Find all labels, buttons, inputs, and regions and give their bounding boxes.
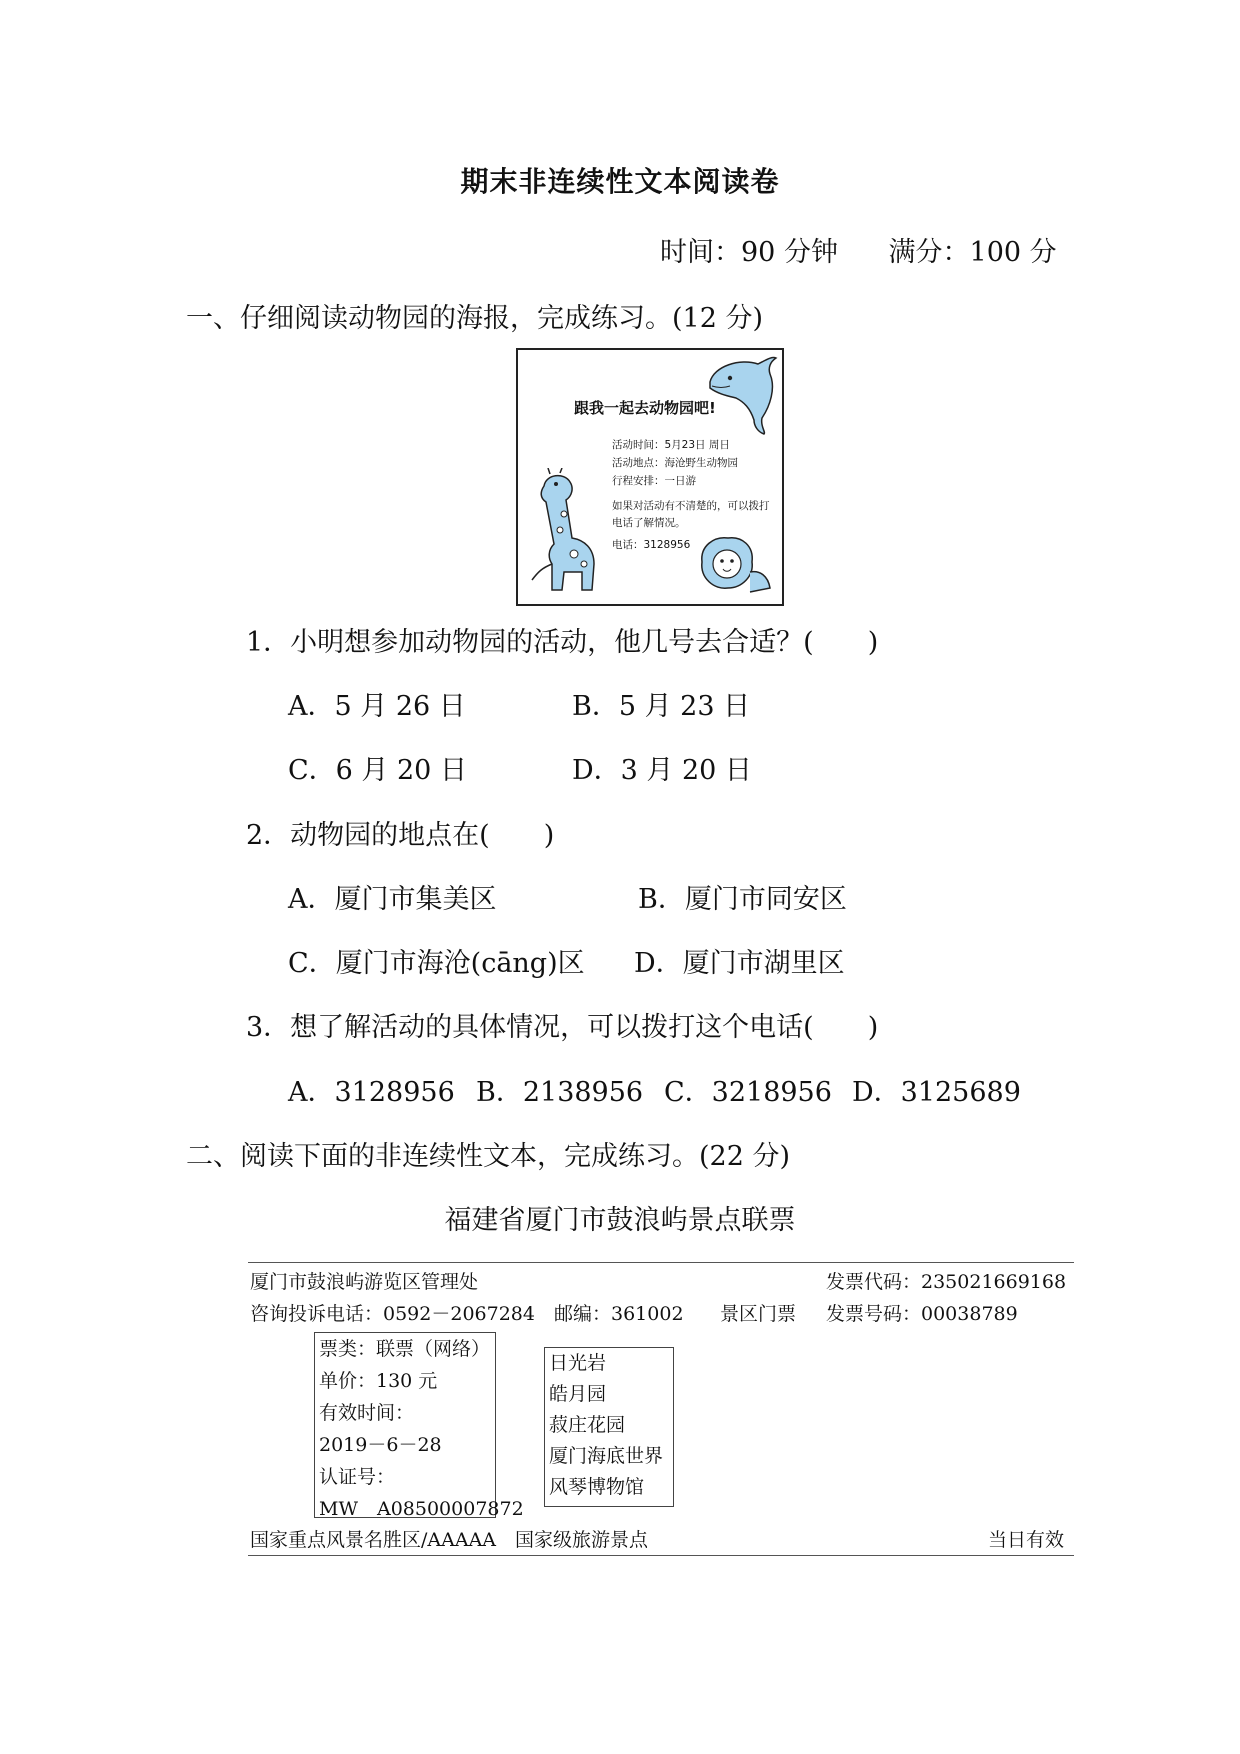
ticket-valid-label: 有效时间： — [319, 1402, 415, 1424]
ticket-price: 单价：130 元 — [319, 1370, 438, 1392]
q2-option-d: D．厦门市湖里区 — [634, 948, 845, 979]
ticket-hotline: 咨询投诉电话：0592－2067284 — [250, 1303, 535, 1325]
giraffe-icon — [524, 468, 610, 598]
poster-line-place: 活动地点：海沧野生动物园 — [612, 457, 738, 469]
ticket-issuer: 厦门市鼓浪屿游览区管理处 — [250, 1271, 479, 1293]
dolphin-icon — [704, 352, 780, 436]
q3-option-b: B．2138956 — [476, 1077, 644, 1108]
q2-option-b: B．厦门市同安区 — [638, 884, 847, 915]
lion-icon — [694, 532, 776, 600]
ticket-footer-validity: 当日有效 — [988, 1529, 1065, 1551]
q3-option-a: A．3128956 — [288, 1077, 455, 1108]
ticket-category: 票类：联票（网络） — [319, 1338, 491, 1360]
q3-option-d: D．3125689 — [852, 1077, 1021, 1108]
ticket-invoice-number: 发票号码：00038789 — [826, 1303, 1018, 1325]
q2-option-c: C．厦门市海沧(cāng)区 — [288, 948, 585, 979]
poster-note: 如果对活动有不清楚的，可以拨打电话了解情况。 — [612, 500, 770, 529]
ticket-footer-rating: 国家重点风景名胜区/AAAAA 国家级旅游景点 — [250, 1529, 649, 1551]
ticket-invoice-code: 发票代码：235021669168 — [826, 1271, 1067, 1293]
ticket-auth-label: 认证号： — [319, 1466, 396, 1488]
ticket-valid-date: 2019－6－28 — [319, 1434, 442, 1456]
ticket-type-label: 景区门票 — [720, 1303, 797, 1325]
poster-title: 跟我一起去动物园吧! — [574, 399, 716, 417]
q3-option-c: C．3218956 — [664, 1077, 832, 1108]
exam-score: 满分：100 分 — [888, 237, 1057, 268]
zoo-poster — [516, 348, 784, 606]
q1-option-d: D．3 月 20 日 — [572, 755, 752, 786]
exam-time: 时间：90 分钟 — [660, 237, 838, 268]
poster-line-time: 活动时间：5月23日 周日 — [612, 439, 730, 451]
attraction-item: 皓月园 — [549, 1383, 607, 1405]
ticket-attractions-box — [544, 1347, 674, 1507]
ticket-auth-number: MW A08500007872 — [319, 1498, 524, 1520]
scenic-ticket — [248, 1262, 1074, 1556]
question-1: 1．小明想参加动物园的活动，他几号去合适？( ) — [246, 627, 879, 658]
q1-option-b: B．5 月 23 日 — [572, 691, 751, 722]
exam-meta — [660, 230, 1057, 269]
q2-option-a: A．厦门市集美区 — [288, 884, 497, 915]
ticket-info-box — [314, 1332, 524, 1520]
q1-option-a: A．5 月 26 日 — [288, 691, 466, 722]
question-3: 3．想了解活动的具体情况，可以拨打这个电话( ) — [246, 1012, 879, 1043]
section2-heading: 二、阅读下面的非连续性文本，完成练习。(22 分) — [186, 1141, 791, 1172]
ticket-postcode: 邮编：361002 — [554, 1303, 684, 1325]
attraction-item: 厦门海底世界 — [549, 1445, 664, 1467]
attraction-item: 风琴博物馆 — [549, 1476, 645, 1498]
attraction-item: 日光岩 — [549, 1352, 607, 1374]
question-2: 2．动物园的地点在( ) — [246, 820, 555, 851]
attraction-item: 菽庄花园 — [549, 1414, 626, 1436]
page-title: 期末非连续性文本阅读卷 — [460, 165, 780, 198]
section1-heading: 一、仔细阅读动物园的海报，完成练习。(12 分) — [186, 303, 764, 334]
ticket-caption: 福建省厦门市鼓浪屿景点联票 — [444, 1205, 796, 1236]
poster-phone: 电话：3128956 — [612, 539, 691, 551]
q1-option-c: C．6 月 20 日 — [288, 755, 467, 786]
poster-line-schedule: 行程安排：一日游 — [612, 475, 696, 487]
